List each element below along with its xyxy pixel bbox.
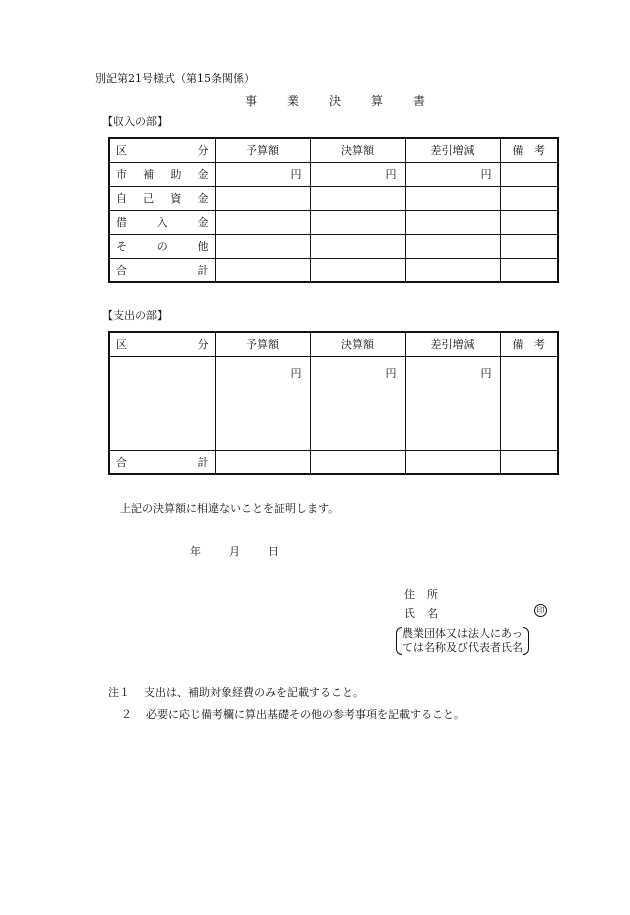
settlement-cell[interactable]	[310, 258, 405, 282]
title-char: 算	[370, 94, 383, 108]
remarks-cell[interactable]	[500, 450, 558, 474]
note-1	[108, 684, 364, 700]
row-label: 合 計	[109, 450, 215, 474]
expense-header-row	[109, 332, 558, 356]
row-label: 自 己 資 金	[109, 186, 215, 210]
header-remarks: 備 考	[500, 332, 558, 356]
difference-cell[interactable]: 円	[405, 356, 500, 450]
note-number: ２	[121, 708, 132, 721]
remarks-cell[interactable]	[500, 210, 558, 234]
income-table	[108, 137, 559, 283]
settlement-cell[interactable]	[310, 210, 405, 234]
row-label: 借 入 金	[109, 210, 215, 234]
row-label: 合 計	[109, 258, 215, 282]
difference-cell[interactable]	[405, 234, 500, 258]
name-label: 氏 名	[404, 607, 438, 620]
signatory-note-line1: 農業団体又は法人にあっ	[402, 627, 523, 640]
income-row-loans	[109, 210, 558, 234]
title-char: 決	[328, 94, 341, 108]
settlement-cell[interactable]: 円	[310, 356, 405, 450]
title-char: 業	[286, 94, 299, 108]
title-char: 書	[412, 94, 425, 108]
expense-body-row	[109, 356, 558, 450]
seal-mark: 印	[534, 604, 547, 617]
signatory-note-line2: ては名称及び代表者氏名	[402, 641, 523, 654]
row-label: 市 補 助 金	[109, 162, 215, 186]
income-row-other	[109, 234, 558, 258]
remarks-cell[interactable]	[500, 162, 558, 186]
signatory-note	[396, 627, 529, 655]
header-settlement: 決算額	[310, 332, 405, 356]
category-cell[interactable]	[109, 356, 215, 450]
header-budget: 予算額	[215, 332, 310, 356]
settlement-cell[interactable]	[310, 186, 405, 210]
header-difference: 差引増減	[405, 332, 500, 356]
expense-row-total	[109, 450, 558, 474]
note-text: 支出は、補助対象経費のみを記載すること。	[144, 686, 364, 699]
income-row-total	[109, 258, 558, 282]
note-2	[121, 706, 465, 722]
income-row-own-funds	[109, 186, 558, 210]
budget-cell[interactable]	[215, 186, 310, 210]
budget-cell[interactable]	[215, 258, 310, 282]
remarks-cell[interactable]	[500, 258, 558, 282]
header-remarks: 備 考	[500, 138, 558, 162]
difference-cell[interactable]	[405, 210, 500, 234]
remarks-cell[interactable]	[500, 186, 558, 210]
income-section-label: 【収入の部】	[102, 115, 168, 128]
title-char: 事	[245, 94, 258, 108]
difference-cell[interactable]: 円	[405, 162, 500, 186]
remarks-cell[interactable]	[500, 234, 558, 258]
header-category: 区 分	[109, 138, 215, 162]
expense-table	[108, 331, 559, 475]
date-day[interactable]: 日	[268, 545, 279, 558]
income-row-subsidy	[109, 162, 558, 186]
expense-section-label: 【支出の部】	[102, 309, 168, 322]
budget-cell[interactable]: 円	[215, 162, 310, 186]
header-difference: 差引増減	[405, 138, 500, 162]
remarks-cell[interactable]	[500, 356, 558, 450]
difference-cell[interactable]	[405, 186, 500, 210]
note-number: 注１	[108, 686, 130, 699]
settlement-cell[interactable]	[310, 450, 405, 474]
form-number: 別記第21号様式（第15条関係）	[95, 72, 255, 85]
certification-statement: 上記の決算額に相違ないことを証明します。	[120, 502, 340, 515]
address-label: 住 所	[404, 588, 438, 601]
budget-cell[interactable]: 円	[215, 356, 310, 450]
budget-cell[interactable]	[215, 450, 310, 474]
header-budget: 予算額	[215, 138, 310, 162]
document-title	[245, 92, 425, 109]
settlement-cell[interactable]	[310, 234, 405, 258]
header-settlement: 決算額	[310, 138, 405, 162]
row-label: そ の 他	[109, 234, 215, 258]
date-month[interactable]: 月	[229, 545, 240, 558]
note-text: 必要に応じ備考欄に算出基礎その他の参考事項を記載すること。	[146, 708, 465, 721]
date-line	[190, 543, 279, 559]
income-header-row	[109, 138, 558, 162]
settlement-cell[interactable]: 円	[310, 162, 405, 186]
difference-cell[interactable]	[405, 258, 500, 282]
difference-cell[interactable]	[405, 450, 500, 474]
budget-cell[interactable]	[215, 234, 310, 258]
header-category: 区 分	[109, 332, 215, 356]
date-year[interactable]: 年	[190, 545, 201, 558]
budget-cell[interactable]	[215, 210, 310, 234]
